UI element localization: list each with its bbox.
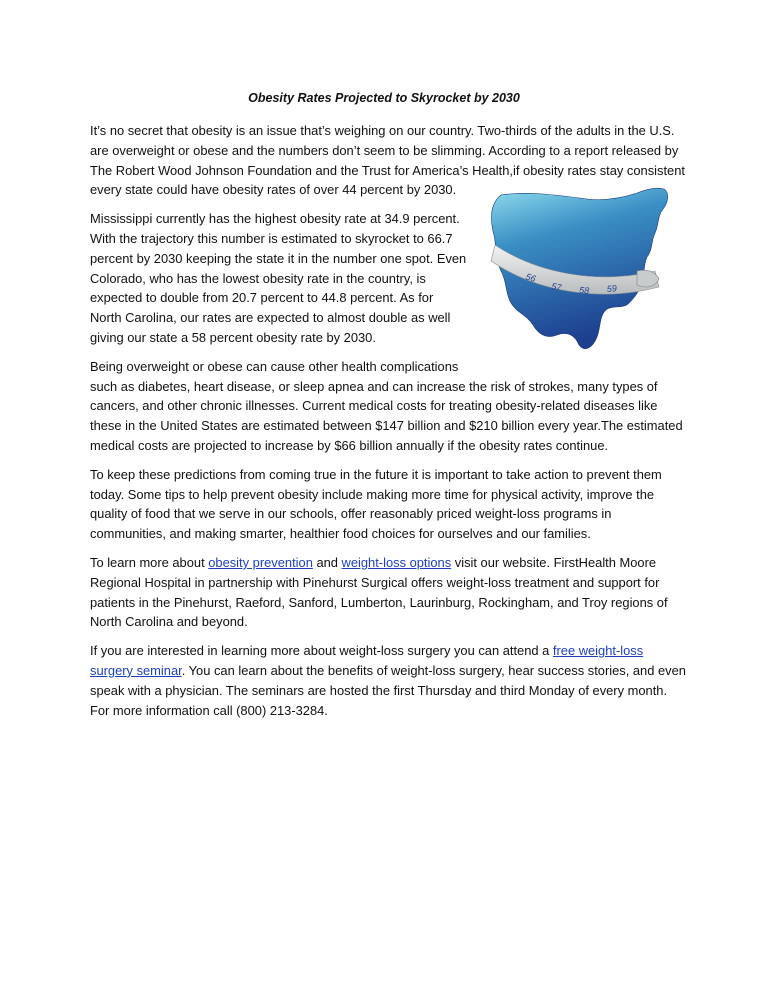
- text-run: and: [312, 554, 342, 570]
- text-line: every state could have obesity rates of over 44 percent by 2030.: [90, 182, 457, 198]
- paragraph-seminar: [90, 641, 686, 720]
- text-line: It’s no secret that obesity is an issue that’s weighing on our country. Two-thirds of the adults in the U.S.: [90, 123, 675, 138]
- text-line: speak with a physician. The seminars are hosted the first Thursday and third Monday of every month.: [90, 682, 668, 698]
- text-run: To learn more about: [90, 554, 209, 570]
- text-line: giving our state a 58 percent obesity rate by 2030.: [90, 329, 376, 345]
- text-line: To keep these predictions from coming true in the future it is important to take action to prevent them: [90, 466, 662, 482]
- text-line: patients in the Pinehurst, Raeford, Sanford, Lumberton, Laurinburg, Rockingham, and Troy regions of: [90, 594, 668, 610]
- text-run: visit our website. FirstHealth Moore: [451, 554, 657, 570]
- weight-loss-options-link[interactable]: weight-loss options: [341, 554, 452, 570]
- text-run: If you are interested in learning more about weight-loss surgery you can attend a: [90, 643, 553, 659]
- text-line: For more information call (800) 213-3284.: [90, 702, 328, 718]
- text-line: North Carolina, our rates are expected to almost double as well: [90, 310, 451, 326]
- tape-number: 57: [550, 281, 563, 293]
- text-line: expected to double from 20.7 percent to 44.8 percent. As for: [90, 290, 434, 306]
- paragraph-prevention-tips: [90, 465, 680, 544]
- obesity-prevention-link[interactable]: obesity prevention: [208, 554, 313, 570]
- paragraph-health-costs: [90, 357, 683, 456]
- paragraph-learn-more: [90, 553, 680, 632]
- text-line: Regional Hospital in partnership with Pinehurst Surgical offers weight-loss treatment and support for: [90, 574, 660, 590]
- us-map-measuring-tape-image: [487, 185, 677, 359]
- tape-number: 56: [524, 271, 537, 284]
- text-line: medical costs are projected to increase by $66 billion annually if the obesity rates continue.: [90, 437, 609, 453]
- text-line: cancers, and other chronic illnesses. Current medical costs for treating obesity-related diseases like: [90, 398, 658, 414]
- free-seminar-link-continued[interactable]: surgery seminar: [90, 662, 182, 678]
- text-line: such as diabetes, heart disease, or sleep apnea and can increase the risk of strokes, many types of: [90, 378, 658, 394]
- text-line: percent by 2030 keeping the state it in the number one spot. Even: [90, 250, 467, 266]
- text-run: . You can learn about the benefits of weight-loss surgery, hear success stories, and even: [181, 662, 686, 678]
- text-line: Being overweight or obese can cause other health complications: [90, 358, 459, 374]
- article-title: Obesity Rates Projected to Skyrocket by 2030: [248, 91, 520, 105]
- text-line: Mississippi currently has the highest obesity rate at 34.9 percent.: [90, 211, 460, 227]
- text-line: North Carolina and beyond.: [90, 614, 248, 630]
- text-line: quality of food that we serve in our schools, offer reasonably priced weight-loss programs in: [90, 506, 612, 522]
- text-line: are overweight or obese and the numbers don’t seem to be slimming. According to a report released by: [90, 142, 679, 158]
- text-line: communities, and making smarter, healthier food choices for ourselves and our families.: [90, 526, 591, 542]
- text-line: today. Some tips to help prevent obesity include making more time for physical activity, improve the: [90, 486, 655, 502]
- text-line: [90, 661, 686, 681]
- tape-number: 58: [578, 285, 590, 296]
- text-line: Colorado, who has the lowest obesity rate in the country, is: [90, 270, 426, 286]
- tape-number: 59: [606, 283, 618, 294]
- text-line: [90, 641, 680, 661]
- free-seminar-link[interactable]: free weight-loss: [552, 643, 644, 659]
- text-line: [90, 553, 680, 573]
- text-line: With the trajectory this number is estimated to skyrocket to 66.7: [90, 230, 453, 246]
- text-line: these in the United States are estimated between $147 billion and $210 billion every year.The estimated: [90, 418, 683, 434]
- text-line: The Robert Wood Johnson Foundation and the Trust for America’s Health,if obesity rates stay consistent: [90, 162, 685, 178]
